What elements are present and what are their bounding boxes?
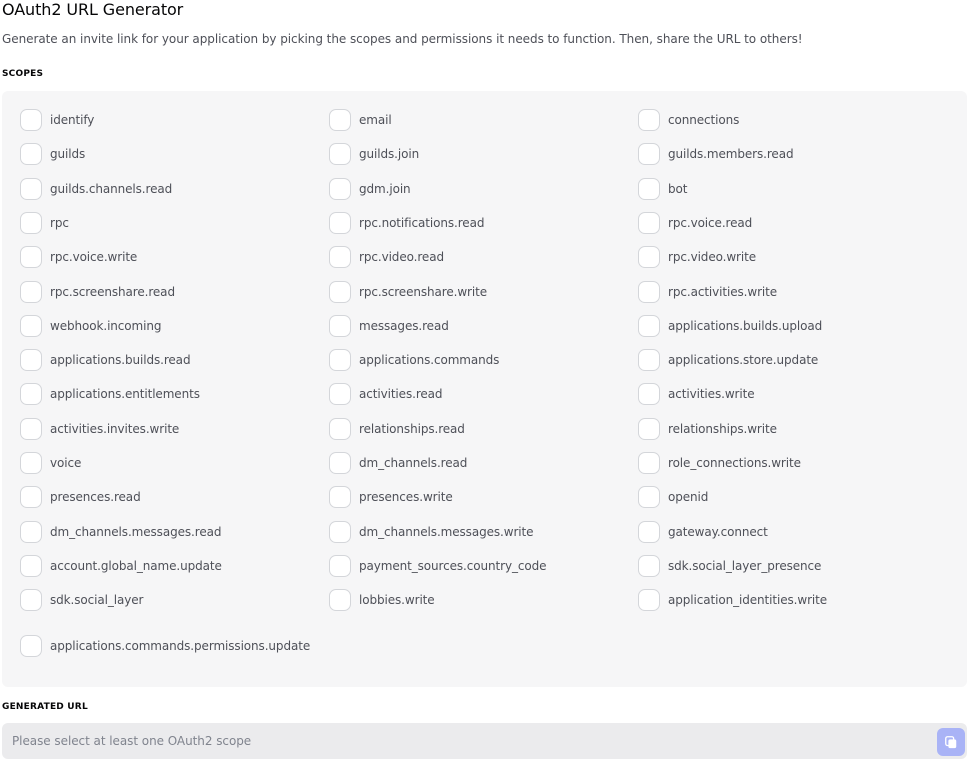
scope-checkbox[interactable] [638, 452, 660, 474]
scope-label: rpc.voice.read [668, 215, 753, 230]
scope-item[interactable] [638, 485, 708, 509]
scope-checkbox[interactable] [329, 555, 351, 577]
scope-item[interactable] [638, 280, 777, 304]
page-description: Generate an invite link for your application by picking the scopes and permissions it needs to function. Then, share the URL to others! [2, 32, 803, 46]
scope-label: webhook.incoming [50, 318, 162, 333]
scope-item[interactable] [20, 520, 221, 544]
scope-checkbox[interactable] [638, 143, 660, 165]
scope-label: relationships.read [359, 421, 465, 436]
scope-label: email [359, 113, 392, 127]
scope-label: sdk.social_layer [50, 593, 144, 608]
scope-item[interactable] [329, 314, 449, 338]
scope-item[interactable] [638, 177, 687, 201]
scope-checkbox[interactable] [329, 109, 351, 131]
scope-label: applications.store.update [668, 353, 819, 368]
scope-label: rpc.video.read [359, 250, 444, 265]
scope-label: activities.write [668, 387, 755, 402]
scope-checkbox[interactable] [329, 418, 351, 440]
scope-label: guilds [50, 147, 86, 162]
scope-checkbox[interactable] [20, 246, 42, 268]
scope-item[interactable] [329, 520, 533, 544]
scope-label: dm_channels.read [359, 456, 468, 470]
scope-checkbox[interactable] [329, 349, 351, 371]
scope-label: dm_channels.messages.write [359, 524, 534, 539]
scope-checkbox[interactable] [329, 315, 351, 337]
scope-checkbox[interactable] [329, 143, 351, 165]
scope-label: rpc.video.write [668, 250, 757, 265]
scope-item[interactable] [20, 588, 143, 612]
scope-checkbox[interactable] [20, 143, 42, 165]
copy-icon [944, 735, 958, 749]
scope-item[interactable] [20, 142, 85, 166]
scope-item[interactable] [329, 451, 467, 475]
scope-item[interactable] [638, 588, 827, 612]
scope-item[interactable] [329, 588, 435, 612]
scope-checkbox[interactable] [329, 521, 351, 543]
scope-item[interactable] [329, 142, 419, 166]
scope-label: sdk.social_layer_presence [668, 558, 822, 573]
scope-label: dm_channels.messages.read [50, 524, 222, 539]
scope-label: rpc.voice.write [50, 250, 138, 265]
scope-checkbox[interactable] [20, 281, 42, 303]
scope-checkbox[interactable] [20, 178, 42, 200]
scope-checkbox[interactable] [20, 109, 42, 131]
scope-checkbox[interactable] [638, 521, 660, 543]
scope-checkbox[interactable] [638, 555, 660, 577]
scope-label: messages.read [359, 318, 449, 333]
scope-label: connections [668, 113, 740, 127]
scope-label: openid [668, 490, 709, 505]
scope-checkbox[interactable] [20, 315, 42, 337]
scope-checkbox[interactable] [329, 178, 351, 200]
scope-item[interactable] [20, 554, 222, 578]
scope-item[interactable] [638, 520, 768, 544]
scope-label: applications.entitlements [50, 387, 200, 402]
scope-checkbox[interactable] [329, 246, 351, 268]
scope-checkbox[interactable] [20, 555, 42, 577]
scope-label: identify [50, 113, 95, 127]
copy-button[interactable] [937, 728, 965, 756]
scope-item[interactable] [329, 382, 442, 406]
scope-item[interactable] [638, 108, 739, 132]
scope-label: rpc.screenshare.read [50, 284, 175, 299]
scope-item[interactable] [329, 108, 392, 132]
scope-label: rpc.screenshare.write [359, 284, 488, 299]
scope-checkbox[interactable] [20, 418, 42, 440]
scope-checkbox[interactable] [638, 109, 660, 131]
scope-checkbox[interactable] [638, 281, 660, 303]
scope-checkbox[interactable] [20, 349, 42, 371]
scope-item[interactable] [20, 348, 190, 372]
scope-checkbox[interactable] [329, 589, 351, 611]
scope-label: relationships.write [668, 421, 777, 436]
scope-item[interactable] [20, 108, 94, 132]
scopes-section-label: SCOPES [2, 69, 44, 79]
scope-item[interactable] [638, 348, 818, 372]
scope-item[interactable] [20, 485, 141, 509]
scope-checkbox[interactable] [20, 635, 42, 657]
scope-label: payment_sources.country_code [359, 558, 547, 573]
scope-label: account.global_name.update [50, 558, 222, 573]
scope-item[interactable] [20, 451, 81, 475]
scope-item[interactable] [20, 634, 310, 658]
scope-item[interactable] [329, 177, 411, 201]
scope-item[interactable] [638, 382, 754, 406]
scope-checkbox[interactable] [329, 281, 351, 303]
scope-checkbox[interactable] [638, 349, 660, 371]
scope-item[interactable] [638, 417, 777, 441]
scope-label: activities.read [359, 387, 443, 402]
scope-item[interactable] [329, 417, 465, 441]
generated-url-field[interactable] [2, 723, 967, 759]
scope-label: presences.read [50, 490, 141, 505]
scope-checkbox[interactable] [638, 418, 660, 440]
scope-item[interactable] [20, 314, 161, 338]
scope-label: rpc [50, 215, 69, 230]
scope-label: applications.builds.upload [668, 318, 823, 333]
scope-item[interactable] [20, 280, 175, 304]
scope-checkbox[interactable] [638, 315, 660, 337]
scope-label: guilds.channels.read [50, 181, 173, 196]
scope-item[interactable] [638, 211, 752, 235]
scope-checkbox[interactable] [638, 178, 660, 200]
scope-label: lobbies.write [359, 593, 435, 608]
scope-item[interactable] [20, 382, 200, 406]
scope-label: voice [50, 456, 82, 470]
scope-item[interactable] [638, 142, 793, 166]
scope-item[interactable] [329, 554, 546, 578]
scope-item[interactable] [638, 245, 756, 269]
scope-item[interactable] [329, 280, 487, 304]
scope-label: guilds.members.read [668, 147, 794, 162]
scope-item[interactable] [329, 348, 499, 372]
scope-item[interactable] [329, 485, 453, 509]
scope-checkbox[interactable] [20, 383, 42, 405]
generated-url-placeholder: Please select at least one OAuth2 scope [12, 734, 252, 748]
scope-checkbox[interactable] [638, 246, 660, 268]
scope-label: gateway.connect [668, 524, 768, 539]
scope-item[interactable] [20, 245, 137, 269]
scope-item[interactable] [329, 211, 484, 235]
scope-label: applications.commands.permissions.update [50, 638, 311, 653]
scopes-panel [2, 91, 967, 687]
scope-checkbox[interactable] [20, 521, 42, 543]
scope-checkbox[interactable] [329, 452, 351, 474]
scope-label: bot [668, 181, 688, 196]
scope-item[interactable] [638, 451, 801, 475]
scope-checkbox[interactable] [329, 486, 351, 508]
scope-item[interactable] [638, 554, 821, 578]
scope-checkbox[interactable] [638, 486, 660, 508]
scope-checkbox[interactable] [20, 452, 42, 474]
scope-checkbox[interactable] [638, 589, 660, 611]
generated-url-label: GENERATED URL [2, 702, 88, 712]
scope-label: presences.write [359, 490, 453, 505]
scope-label: gdm.join [359, 181, 411, 196]
scope-checkbox[interactable] [638, 383, 660, 405]
scope-label: application_identities.write [668, 593, 828, 608]
scope-checkbox[interactable] [20, 589, 42, 611]
scope-label: guilds.join [359, 147, 420, 162]
scope-item[interactable] [329, 245, 444, 269]
scope-label: applications.builds.read [50, 353, 191, 368]
page-title: OAuth2 URL Generator [2, 0, 184, 19]
scope-checkbox[interactable] [329, 383, 351, 405]
scope-checkbox[interactable] [329, 212, 351, 234]
scope-label: activities.invites.write [50, 421, 180, 436]
scope-checkbox[interactable] [20, 212, 42, 234]
scope-item[interactable] [20, 177, 172, 201]
scope-item[interactable] [20, 417, 179, 441]
scope-checkbox[interactable] [638, 212, 660, 234]
scope-label: applications.commands [359, 353, 500, 368]
scope-label: rpc.activities.write [668, 284, 778, 299]
scope-checkbox[interactable] [20, 486, 42, 508]
scope-item[interactable] [638, 314, 822, 338]
scope-item[interactable] [20, 211, 69, 235]
scope-label: role_connections.write [668, 456, 801, 470]
scope-label: rpc.notifications.read [359, 215, 485, 230]
